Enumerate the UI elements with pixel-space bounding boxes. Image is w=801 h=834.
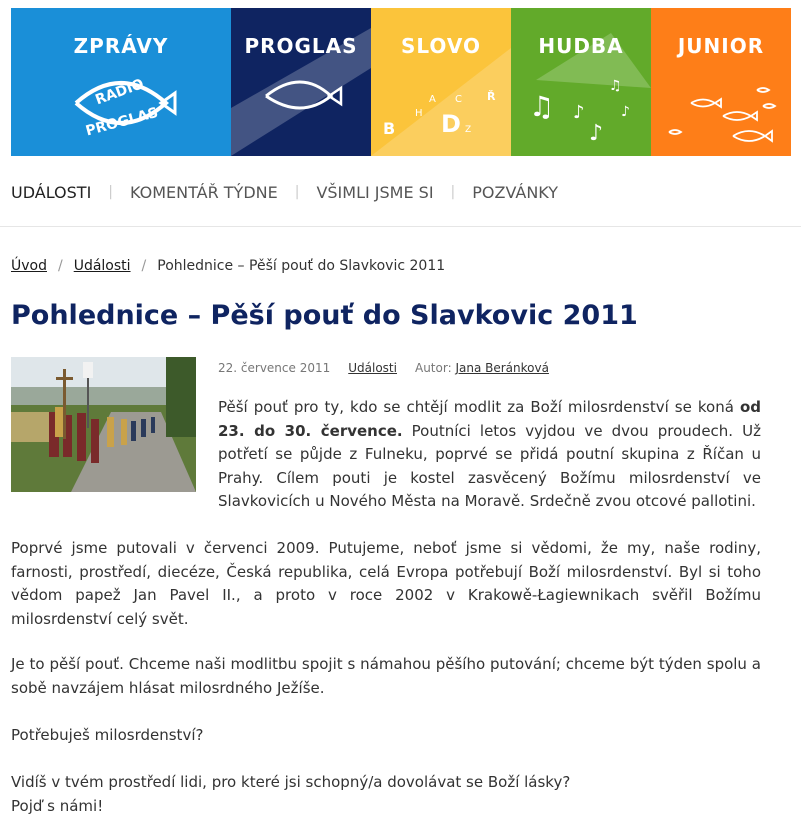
nav-item-vsimli-jsme-si[interactable]: VŠIMLI JSME SI [316,182,434,202]
svg-text:Ř: Ř [487,90,496,103]
breadcrumb [11,258,445,274]
section-banner [11,8,791,156]
light-beam-fish-icon [231,8,371,156]
svg-text:H: H [415,108,423,119]
article-intro: Pěší pouť pro ty, kdo se chtějí modlit za Boží milosrdenství se koná od 23. do 30. července. Poutníci letos vyjdou ve dvou proudech. Už potřetí se půjde z Fulneku, poprvé se přidá poutní skupina z Říčan u Prahy. Cílem pouti je kostel zasvěcený Božímu milosrdenství ve Slavkovicích u Nového Města na Moravě. Srdečně zvou otcové pallotini. [218,398,761,510]
nav-separator: | [108,184,113,200]
svg-text:C: C [455,94,462,105]
breadcrumb-home-link[interactable]: Úvod [11,258,47,274]
tile-zpravy[interactable] [11,8,231,156]
svg-text:B: B [383,119,396,138]
breadcrumb-separator: / [57,258,63,274]
breadcrumb-separator: / [141,258,147,274]
nav-separator: | [294,184,300,200]
article-category-link[interactable]: Události [348,361,397,375]
fish-school-icon [651,8,791,156]
svg-text:♪: ♪ [573,102,585,123]
article-paragraph: Potřebuješ milosrdenství? [11,726,204,744]
music-notes-icon [511,8,651,156]
main-nav [11,170,558,214]
article-photo[interactable] [11,357,196,492]
tile-label: JUNIOR [677,34,765,58]
nav-item-udalosti[interactable]: UDÁLOSTI [11,182,92,202]
tile-junior[interactable] [651,8,791,156]
author-label: Autor: [414,361,452,375]
article-paragraph: Vidíš v tvém prostředí lidi, pro které jsi schopný/a dovolávat se Boží lásky? [11,773,571,791]
svg-text:Z: Z [465,125,472,135]
article-paragraph: Poprvé jsme putovali v červenci 2009. Putujeme, neboť jsme si vědomi, že my, naše rodiny, farnosti, prostředí, diecéze, Česká republika, celá Evropa potřebují Boží milosrdenství. Byl si toho vědom papež Jan Pavel II., a proto v roce 2002 v Krakowě-Łagiewnikach svěřil Božímu milosrdenství celý svět. [11,539,761,628]
breadcrumb-current: Pohlednice – Pěší pouť do Slavkovic 2011 [157,258,446,274]
pilgrimage-photo-image [11,357,196,492]
article-date: 22. července 2011 [218,361,331,375]
svg-text:♫: ♫ [529,90,555,123]
breadcrumb-section-link[interactable]: Události [73,258,131,274]
svg-text:♪: ♪ [621,104,630,120]
svg-text:♪: ♪ [589,121,604,146]
article-author-link[interactable]: Jana Beránková [455,361,549,375]
tile-label: SLOVO [400,34,482,58]
svg-text:♫: ♫ [609,78,622,94]
nav-separator: | [450,184,456,200]
radio-proglas-logo [11,8,231,156]
nav-item-pozvanky[interactable]: POZVÁNKY [472,182,558,202]
nav-divider [0,226,801,227]
svg-text:A: A [429,94,436,105]
logo-text-top: RADIO [93,76,147,109]
tile-proglas[interactable] [231,8,371,156]
tile-slovo[interactable] [371,8,511,156]
nav-item-komentar-tydne[interactable]: KOMENTÁŘ TÝDNE [130,182,278,202]
article-paragraph: Je to pěší pouť. Chceme naši modlitbu spojit s námahou pěšího putování; chceme být týden spolu a sobě navzájem hlásat milosrdného Ježíše. [11,655,761,697]
tile-hudba[interactable] [511,8,651,156]
tile-label: ZPRÁVY [73,34,169,58]
tile-label: HUDBA [538,34,624,58]
letters-decoration [371,8,511,156]
tile-label: PROGLAS [244,34,358,58]
svg-text:D: D [441,110,461,138]
article-paragraph: Pojď s námi! [11,797,104,815]
article-meta [218,361,549,375]
intro-date-highlight: od 23. do 30. července. [218,398,761,440]
logo-text-bottom: PROGLAS [84,104,160,140]
page-title: Pohlednice – Pěší pouť do Slavkovic 2011 [11,300,638,331]
